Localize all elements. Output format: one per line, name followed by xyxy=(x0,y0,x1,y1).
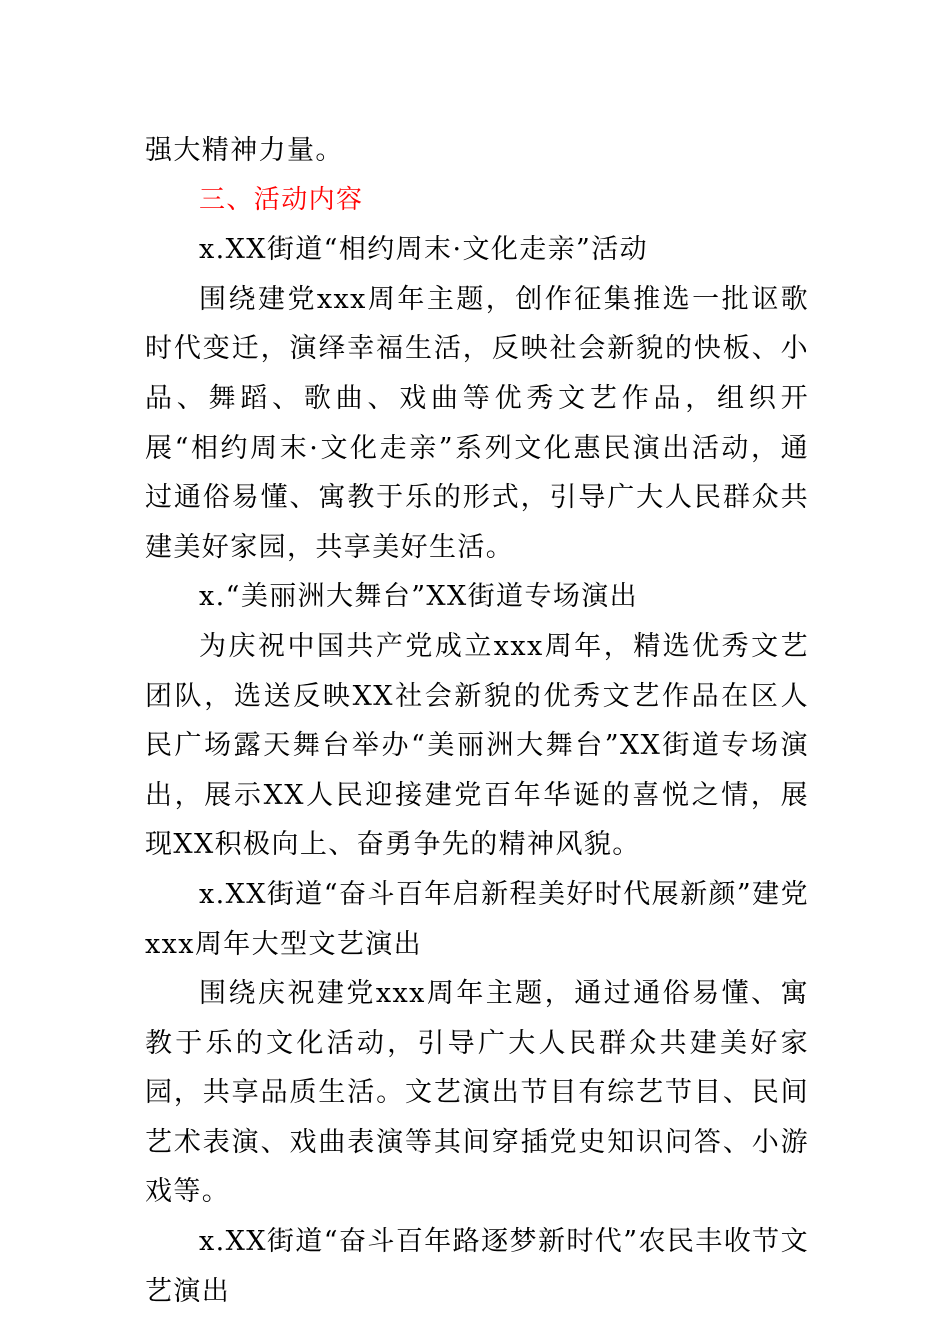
activity-title-1: x.XX街道“相约周末·文化走亲”活动 xyxy=(199,234,649,266)
activity-description-1: 围绕建党xxx周年主题，创作征集推选一批讴歌时代变迁，演绎幸福生活，反映社会新貌的快板、小品、舞蹈、歌曲、戏曲等优秀文艺作品，组织开展“相约周末·文化走亲”系列文化惠民演出活动，通过通俗易懂、寓教于乐的形式，引导广大人民群众共建美好家园，共享美好生活。 xyxy=(145,283,809,563)
document-body xyxy=(145,126,809,1316)
activity-title-2: x.“美丽洲大舞台”XX街道专场演出 xyxy=(199,581,639,613)
activity-title-4: x.XX街道“奋斗百年路逐梦新时代”农民丰收节文艺演出 xyxy=(145,1226,809,1307)
activity-title-3: x.XX街道“奋斗百年启新程美好时代展新颜”建党xxx周年大型文艺演出 xyxy=(145,878,809,960)
section-heading: 三、活动内容 xyxy=(199,184,364,215)
paragraph-continuation: 强大精神力量。 xyxy=(145,135,344,166)
activity-description-2: 为庆祝中国共产党成立xxx周年，精选优秀文艺团队，选送反映XX社会新貌的优秀文艺作品在区人民广场露天舞台举办“美丽洲大舞台”XX街道专场演出，展示XX人民迎接建党百年华诞的喜悦之情，展现XX积极向上、奋勇争先的精神风貌。 xyxy=(145,630,809,861)
activity-description-3: 围绕庆祝建党xxx周年主题，通过通俗易懂、寓教于乐的文化活动，引导广大人民群众共建美好家园，共享品质生活。文艺演出节目有综艺节目、民间艺术表演、戏曲表演等其间穿插党史知识问答、小游戏等。 xyxy=(145,978,809,1208)
